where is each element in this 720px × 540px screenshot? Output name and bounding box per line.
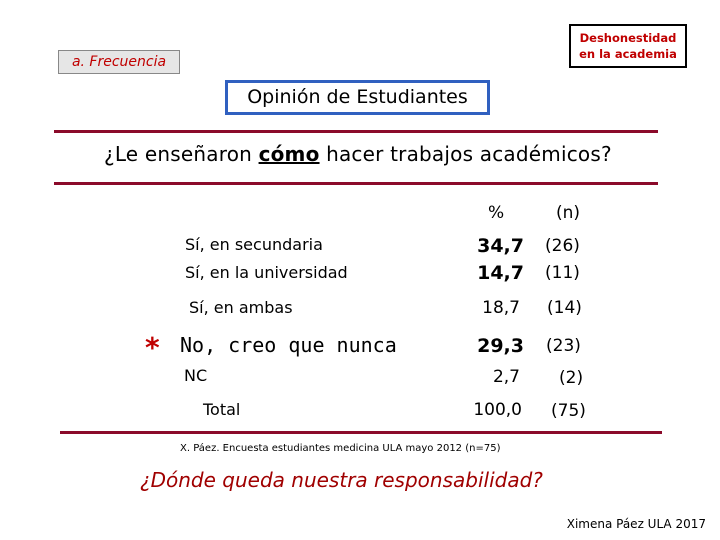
row-count-nunca: (23)	[546, 336, 581, 356]
row-count-nc: (2)	[559, 368, 584, 388]
row-percent-nunca: 29,3	[477, 335, 524, 357]
row-percent-universidad: 14,7	[477, 262, 524, 284]
row-count-total: (75)	[551, 401, 586, 421]
divider-top	[54, 130, 658, 133]
closing-question: ¿Dónde queda nuestra responsabilidad?	[140, 468, 543, 492]
row-label-nunca: No, creo que nunca	[180, 333, 397, 357]
section-title: Opinión de Estudiantes	[225, 80, 490, 115]
row-count-secundaria: (26)	[545, 236, 580, 256]
header-count: (n)	[556, 203, 581, 223]
author-credit: Ximena Páez ULA 2017	[566, 517, 706, 531]
row-label-nc: NC	[184, 366, 208, 385]
highlight-asterisk: *	[145, 331, 160, 364]
row-count-ambas: (14)	[547, 298, 582, 318]
row-label-universidad: Sí, en la universidad	[185, 263, 348, 282]
divider-middle	[54, 182, 658, 185]
row-percent-total: 100,0	[473, 400, 522, 420]
topic-line-1: Deshonestidad	[579, 31, 677, 45]
source-note: X. Páez. Encuesta estudiantes medicina ULA mayo 2012 (n=75)	[180, 443, 501, 454]
topic-line-2: en la academia	[579, 47, 677, 61]
row-percent-secundaria: 34,7	[477, 235, 524, 257]
row-label-total: Total	[203, 400, 241, 419]
row-label-secundaria: Sí, en secundaria	[185, 235, 323, 254]
divider-bottom	[60, 431, 662, 434]
row-label-ambas: Sí, en ambas	[189, 298, 293, 317]
survey-question	[104, 142, 612, 166]
question-emphasis: cómo	[258, 142, 320, 166]
row-percent-ambas: 18,7	[482, 298, 520, 318]
topic-box	[569, 24, 687, 68]
row-percent-nc: 2,7	[492, 367, 520, 387]
question-end: hacer trabajos académicos?	[319, 142, 612, 166]
row-count-universidad: (11)	[545, 263, 580, 283]
question-start: ¿Le enseñaron	[104, 142, 259, 166]
header-percent: %	[488, 203, 505, 223]
section-tag: a. Frecuencia	[58, 50, 180, 74]
